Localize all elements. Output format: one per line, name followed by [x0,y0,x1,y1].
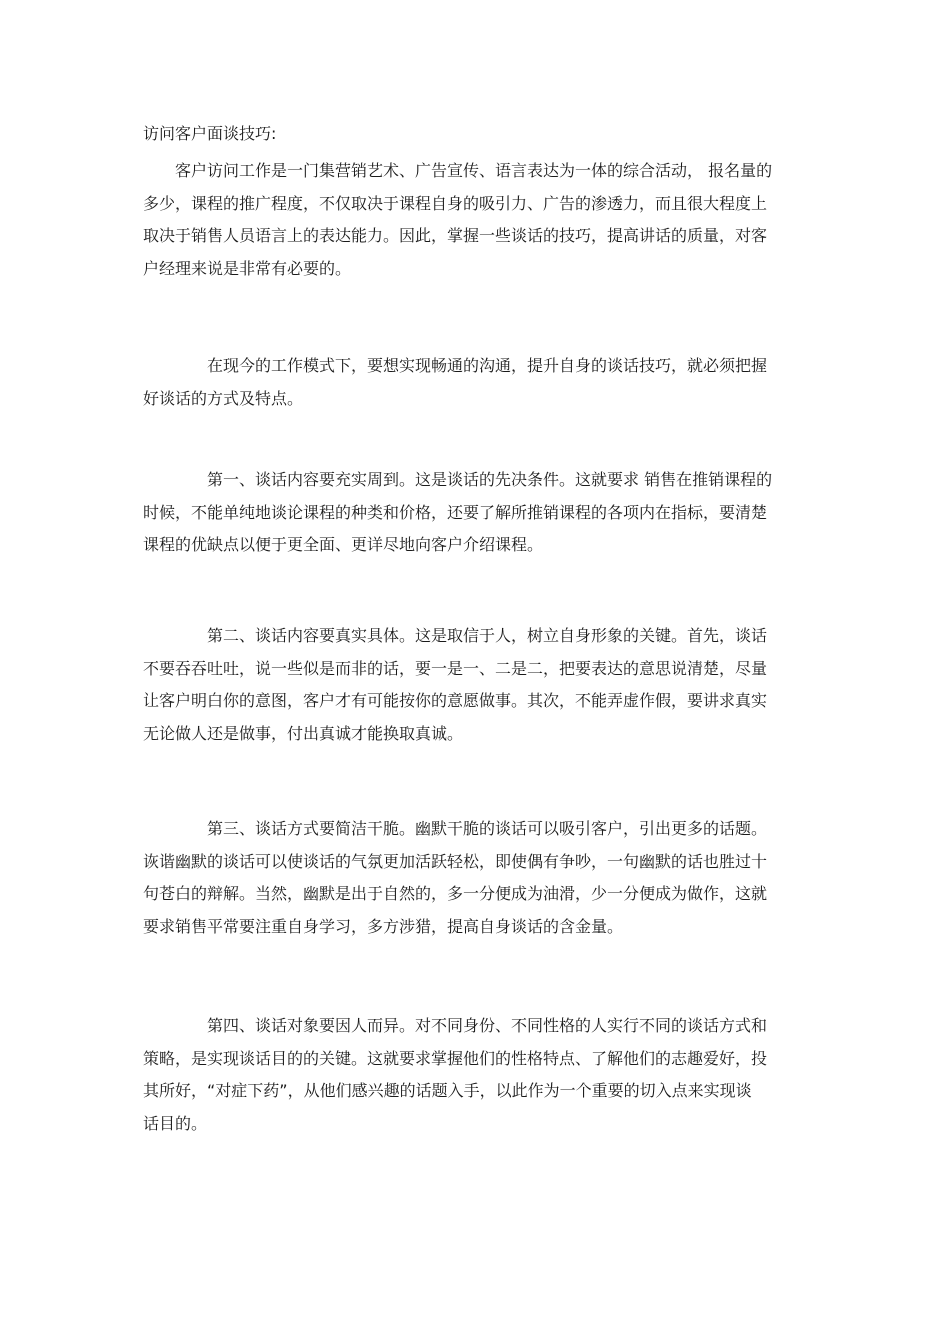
paragraph-point-two [143,620,807,750]
text-line: 第一、谈话内容要充实周到。这是谈话的先决条件。这就要求 销售在推销课程的 [207,470,773,489]
text-line: 好谈话的方式及特点。 [143,388,304,408]
text-line: 课程的优缺点以便于更全面、更详尽地向客户介绍课程。 [143,535,544,555]
text-line: 第二、谈话内容要真实具体。这是取信于人，树立自身形象的关键。首先，谈话 [207,626,768,645]
text-line: 第四、谈话对象要因人而异。对不同身份、不同性格的人实行不同的谈话方式和 [207,1016,768,1035]
paragraph-point-four [143,1010,807,1140]
text-line: 话目的。 [143,1113,208,1133]
paragraph-point-three [143,813,807,943]
text-line: 诙谐幽默的谈话可以使谈话的气氛更加活跃轻松，即使偶有争吵，一句幽默的话也胜过十 [143,851,768,871]
text-line: 客户访问工作是一门集营销艺术、广告宣传、语言表达为一体的综合活动， 报名量的 [175,161,773,180]
document-title: 访问客户面谈技巧: [143,124,277,143]
text-line: 不要吞吞吐吐，说一些似是而非的话，要一是一、二是二，把要表达的意思说清楚，尽量 [143,658,768,678]
text-line: 要求销售平常要注重自身学习，多方涉猎，提高自身谈话的含金量。 [143,916,624,936]
text-line: 取决于销售人员语言上的表达能力。因此，掌握一些谈话的技巧，提高讲话的质量，对客 [143,226,768,246]
text-line: 户经理来说是非常有必要的。 [143,258,352,278]
paragraph-point-one [143,464,807,562]
paragraph-work-mode [143,350,807,415]
paragraph-intro [143,155,807,285]
text-line: 多少，课程的推广程度，不仅取决于课程自身的吸引力、广告的渗透力，而且很大程度上 [143,193,768,213]
text-line: 时候，不能单纯地谈论课程的种类和价格，还要了解所推销课程的各项内在指标，要清楚 [143,502,768,522]
text-line: 让客户明白你的意图，客户才有可能按你的意愿做事。其次，不能弄虚作假，要讲求真实 [143,691,768,711]
text-line: 在现今的工作模式下，要想实现畅通的沟通，提升自身的谈话技巧，就必须把握 [207,356,768,375]
text-line: 无论做人还是做事，付出真诚才能换取真诚。 [143,723,464,743]
text-line: 句苍白的辩解。当然，幽默是出于自然的，多一分便成为油滑，少一分便成为做作，这就 [143,884,768,904]
text-line: 其所好，“对症下药”，从他们感兴趣的话题入手，以此作为一个重要的切入点来实现谈 [143,1081,752,1101]
text-line: 策略，是实现谈话目的的关键。这就要求掌握他们的性格特点、了解他们的志趣爱好，投 [143,1048,768,1068]
text-line: 第三、谈话方式要简洁干脆。幽默干脆的谈话可以吸引客户，引出更多的话题。 [207,819,768,838]
